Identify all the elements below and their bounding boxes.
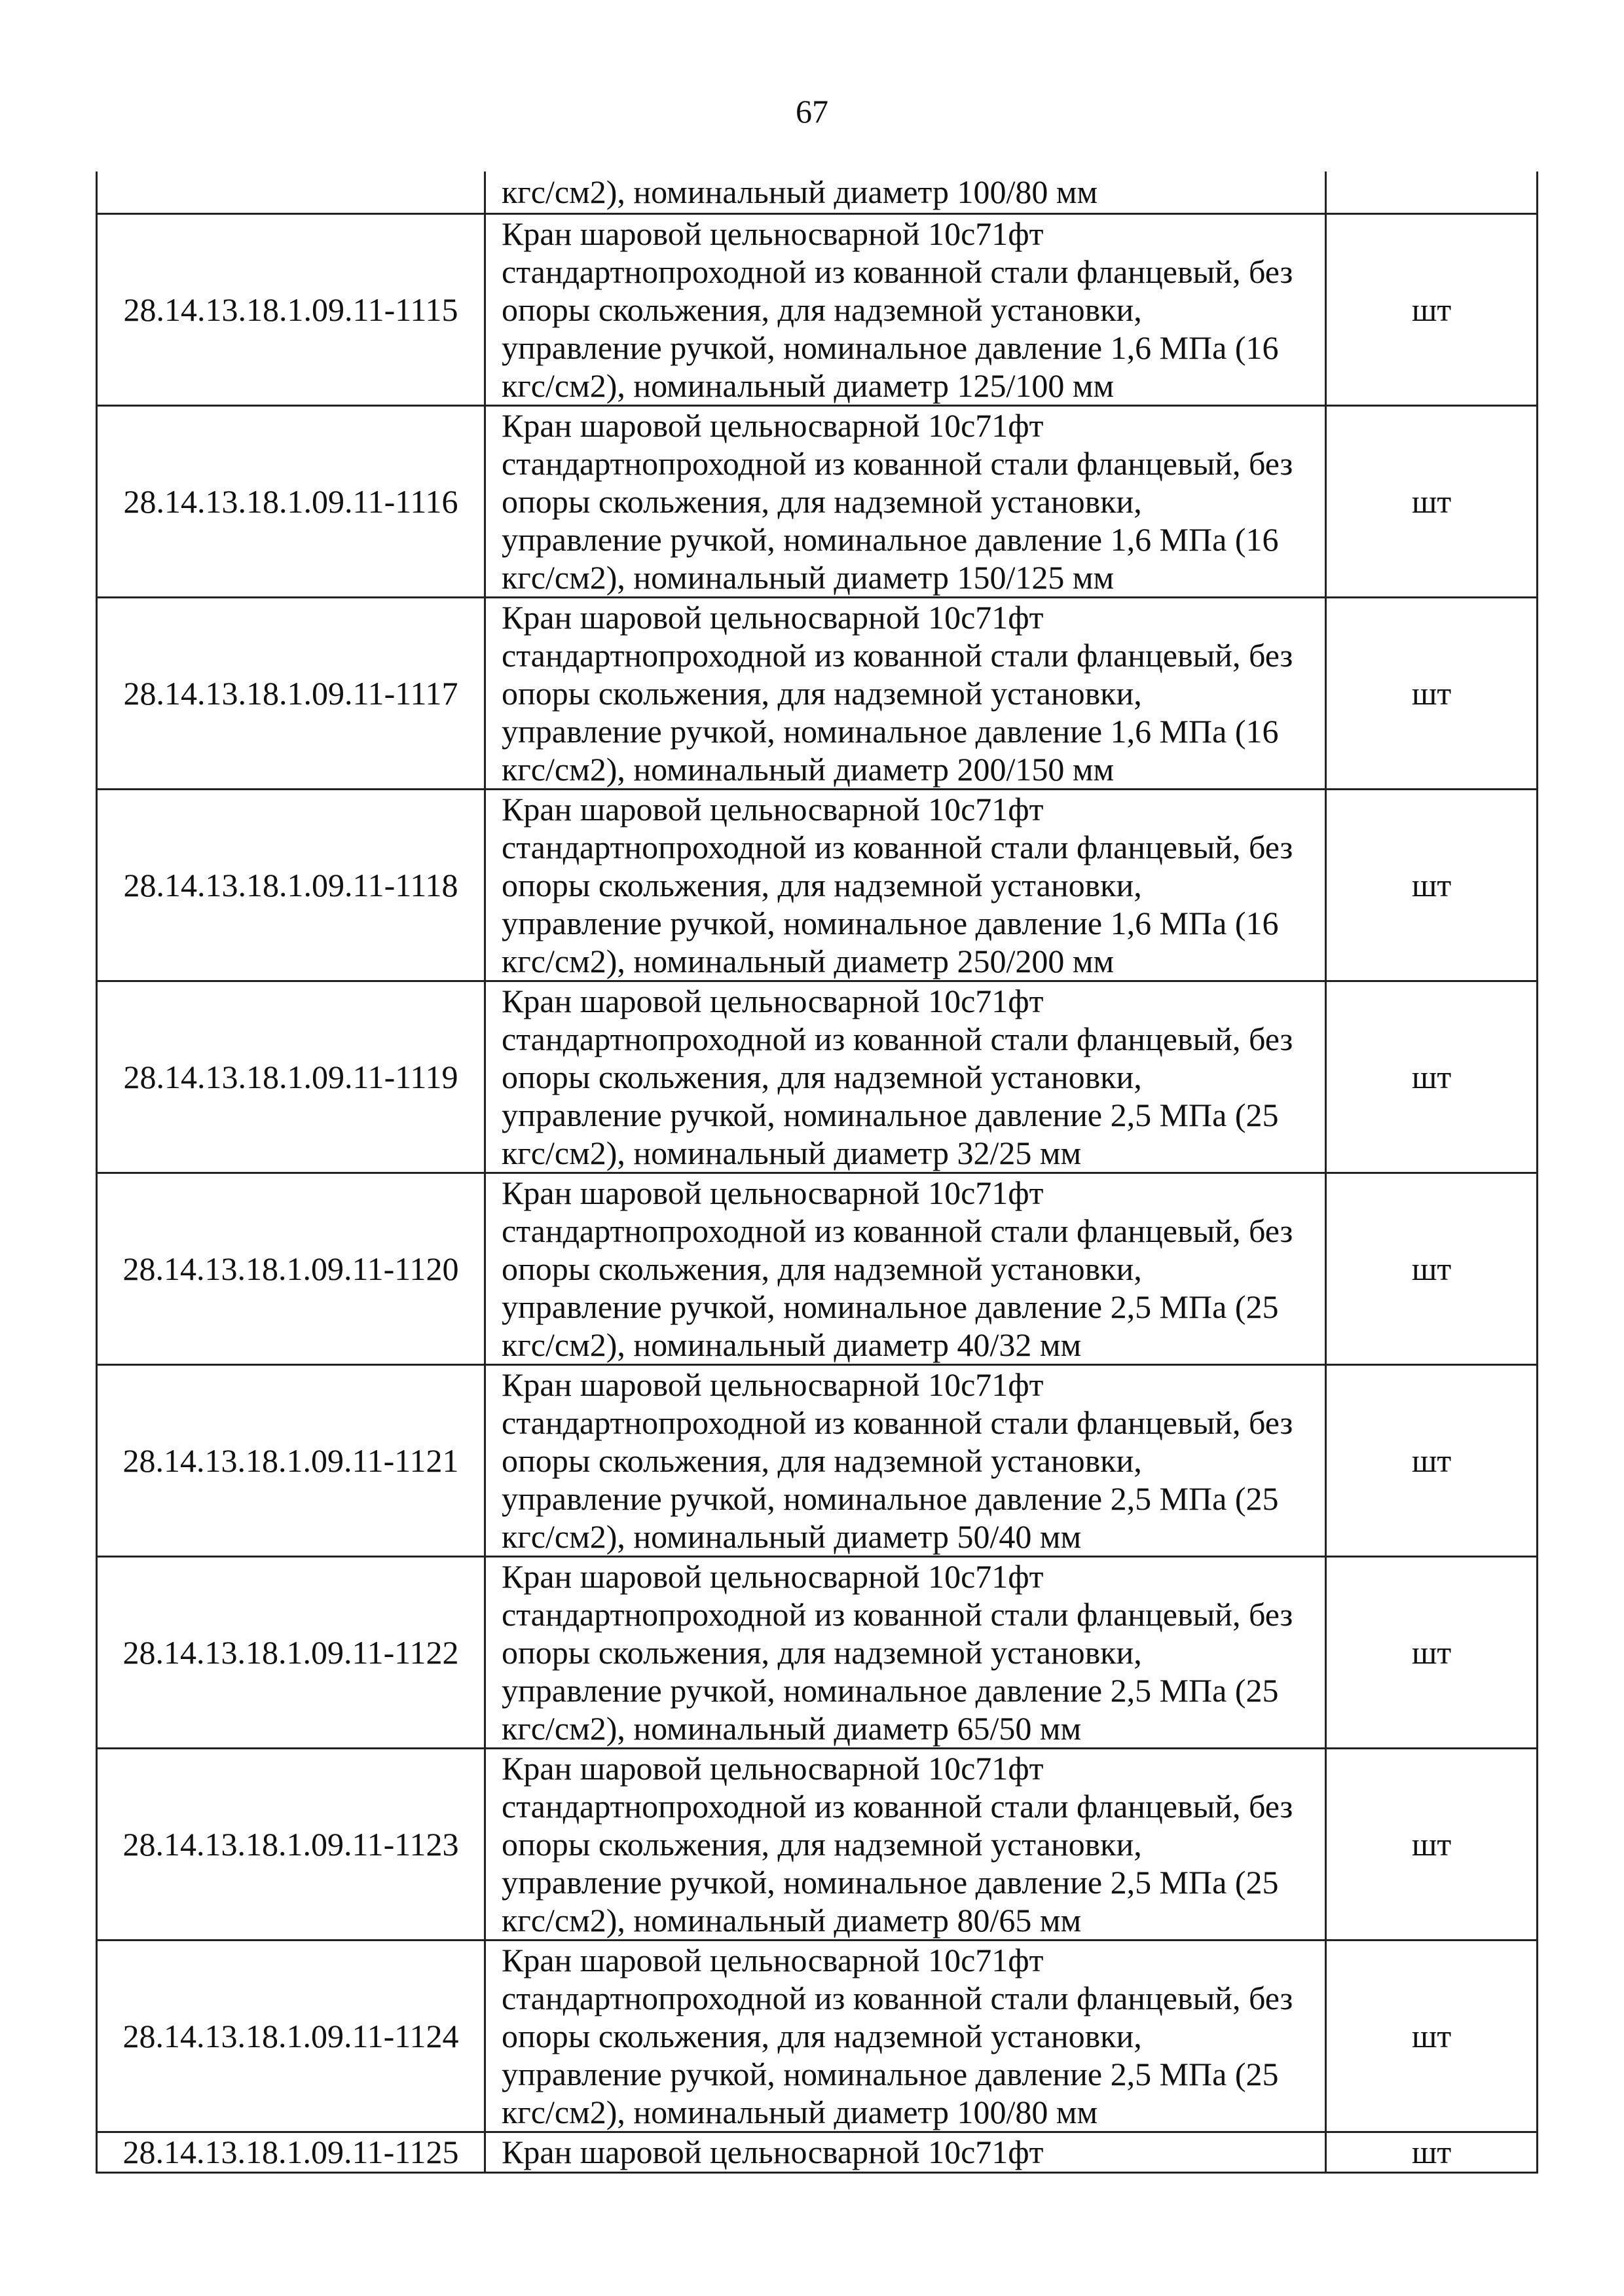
unit-cell: шт: [1326, 1173, 1538, 1364]
description-cell: Кран шаровой цельносварной 10с71фт стандартнопроходной из кованной стали фланцевый, без опоры скольжения, для надземной установки, управление ручкой, номинальное давление 1,6 МПа (16 кгс/см2), номинальный диаметр 250/200 мм: [485, 789, 1326, 981]
unit-cell: шт: [1326, 213, 1538, 405]
description-cell: Кран шаровой цельносварной 10с71фт стандартнопроходной из кованной стали фланцевый, без опоры скольжения, для надземной установки, управление ручкой, номинальное давление 2,5 МПа (25 кгс/см2), номинальный диаметр 32/25 мм: [485, 981, 1326, 1173]
table-row: [97, 789, 1538, 981]
code-cell: 28.14.13.18.1.09.11-1119: [97, 981, 485, 1173]
table-row: [97, 1556, 1538, 1748]
description-cell: Кран шаровой цельносварной 10с71фт стандартнопроходной из кованной стали фланцевый, без опоры скольжения, для надземной установки, управление ручкой, номинальное давление 2,5 МПа (25 кгс/см2), номинальный диаметр 50/40 мм: [485, 1364, 1326, 1556]
page-number: 67: [796, 93, 828, 130]
table-row: [97, 2132, 1538, 2172]
unit-cell: шт: [1326, 1364, 1538, 1556]
description-cell: Кран шаровой цельносварной 10с71фт стандартнопроходной из кованной стали фланцевый, без опоры скольжения, для надземной установки, управление ручкой, номинальное давление 2,5 МПа (25 кгс/см2), номинальный диаметр 80/65 мм: [485, 1748, 1326, 1940]
code-cell: 28.14.13.18.1.09.11-1118: [97, 789, 485, 981]
unit-cell: шт: [1326, 1556, 1538, 1748]
code-cell: 28.14.13.18.1.09.11-1120: [97, 1173, 485, 1364]
code-cell: 28.14.13.18.1.09.11-1123: [97, 1748, 485, 1940]
table-row: [97, 1364, 1538, 1556]
description-cell: Кран шаровой цельносварной 10с71фт стандартнопроходной из кованной стали фланцевый, без опоры скольжения, для надземной установки, управление ручкой, номинальное давление 1,6 МПа (16 кгс/см2), номинальный диаметр 125/100 мм: [485, 213, 1326, 405]
code-cell: 28.14.13.18.1.09.11-1124: [97, 1940, 485, 2132]
code-cell: [97, 172, 485, 213]
table-row: [97, 1940, 1538, 2132]
description-cell: кгс/см2), номинальный диаметр 100/80 мм: [485, 172, 1326, 213]
table-row: [97, 405, 1538, 597]
code-cell: 28.14.13.18.1.09.11-1116: [97, 405, 485, 597]
unit-cell: шт: [1326, 981, 1538, 1173]
table-row: [97, 1173, 1538, 1364]
code-cell: 28.14.13.18.1.09.11-1122: [97, 1556, 485, 1748]
description-cell: Кран шаровой цельносварной 10с71фт стандартнопроходной из кованной стали фланцевый, без опоры скольжения, для надземной установки, управление ручкой, номинальное давление 2,5 МПа (25 кгс/см2), номинальный диаметр 100/80 мм: [485, 1940, 1326, 2132]
description-cell: Кран шаровой цельносварной 10с71фт стандартнопроходной из кованной стали фланцевый, без опоры скольжения, для надземной установки, управление ручкой, номинальное давление 1,6 МПа (16 кгс/см2), номинальный диаметр 150/125 мм: [485, 405, 1326, 597]
unit-cell: [1326, 172, 1538, 213]
unit-cell: шт: [1326, 597, 1538, 789]
table-row: [97, 213, 1538, 405]
unit-cell: шт: [1326, 1748, 1538, 1940]
unit-cell: шт: [1326, 2132, 1538, 2172]
table-row: [97, 981, 1538, 1173]
unit-cell: шт: [1326, 789, 1538, 981]
unit-cell: шт: [1326, 405, 1538, 597]
code-cell: 28.14.13.18.1.09.11-1125: [97, 2132, 485, 2172]
code-cell: 28.14.13.18.1.09.11-1115: [97, 213, 485, 405]
table-row: [97, 1748, 1538, 1940]
description-cell: Кран шаровой цельносварной 10с71фт стандартнопроходной из кованной стали фланцевый, без опоры скольжения, для надземной установки, управление ручкой, номинальное давление 2,5 МПа (25 кгс/см2), номинальный диаметр 65/50 мм: [485, 1556, 1326, 1748]
code-cell: 28.14.13.18.1.09.11-1121: [97, 1364, 485, 1556]
unit-cell: шт: [1326, 1940, 1538, 2132]
description-cell: Кран шаровой цельносварной 10с71фт стандартнопроходной из кованной стали фланцевый, без опоры скольжения, для надземной установки, управление ручкой, номинальное давление 1,6 МПа (16 кгс/см2), номинальный диаметр 200/150 мм: [485, 597, 1326, 789]
description-cell: Кран шаровой цельносварной 10с71фт стандартнопроходной из кованной стали фланцевый, без опоры скольжения, для надземной установки, управление ручкой, номинальное давление 2,5 МПа (25 кгс/см2), номинальный диаметр 40/32 мм: [485, 1173, 1326, 1364]
code-cell: 28.14.13.18.1.09.11-1117: [97, 597, 485, 789]
table-row: [97, 597, 1538, 789]
description-cell: Кран шаровой цельносварной 10с71фт: [485, 2132, 1326, 2172]
resource-table: [96, 172, 1538, 2174]
table-row-continuation: [97, 172, 1538, 213]
